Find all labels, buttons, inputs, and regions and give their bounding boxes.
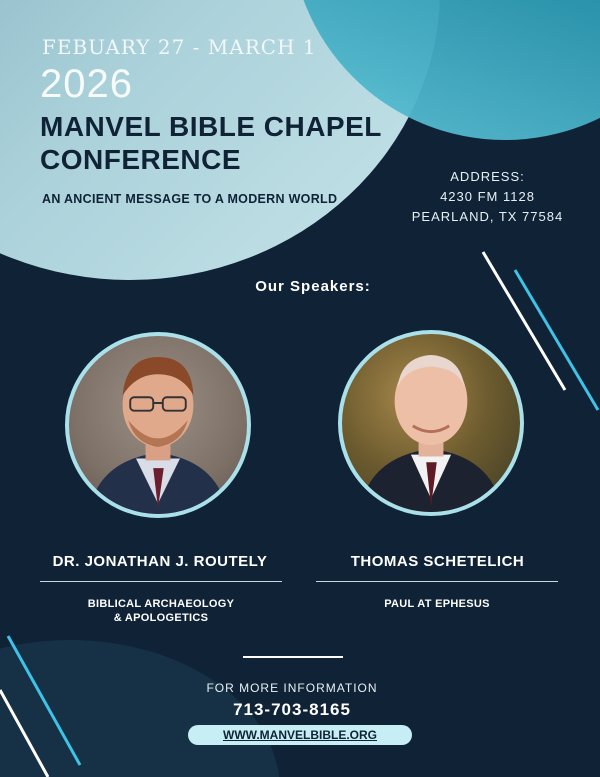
footer-divider — [243, 656, 343, 658]
event-year: 2026 — [40, 62, 133, 106]
event-dates: FEBUARY 27 - MARCH 1 — [42, 35, 317, 59]
speaker-name-routely: DR. JONATHAN J. ROUTELY — [52, 553, 268, 570]
address-city: PEARLAND, TX 77584 — [411, 209, 564, 224]
event-title-line1: MANVEL BIBLE CHAPEL — [40, 111, 382, 142]
speaker-portrait-illustration — [69, 336, 247, 514]
speaker-divider — [316, 581, 558, 582]
speakers-heading: Our Speakers: — [255, 278, 371, 295]
speaker-photo-schetelich — [338, 330, 524, 516]
speaker-name-schetelich: THOMAS SCHETELICH — [350, 553, 525, 570]
speaker-photo-routely — [65, 332, 251, 518]
address-street: 4230 FM 1128 — [440, 189, 535, 204]
speaker-topic-routely — [40, 597, 282, 625]
speaker-topic-schetelich — [316, 597, 558, 611]
speaker-topic-line: BIBLICAL ARCHAEOLOGY — [87, 598, 235, 610]
more-info-label: FOR MORE INFORMATION — [206, 681, 378, 695]
event-title-line2: CONFERENCE — [40, 144, 242, 175]
speaker-topic-line: & APOLOGETICS — [113, 612, 209, 624]
website-link[interactable]: WWW.MANVELBIBLE.ORG — [188, 725, 412, 745]
address-label: ADDRESS: — [450, 169, 525, 184]
event-title — [40, 110, 382, 176]
event-tagline: AN ANCIENT MESSAGE TO A MODERN WORLD — [42, 192, 338, 206]
phone-number[interactable]: 713-703-8165 — [233, 700, 351, 719]
speaker-topic-line: PAUL AT EPHESUS — [384, 598, 490, 610]
speaker-divider — [40, 581, 282, 582]
speaker-portrait-illustration — [342, 334, 520, 512]
address-block — [400, 167, 575, 227]
